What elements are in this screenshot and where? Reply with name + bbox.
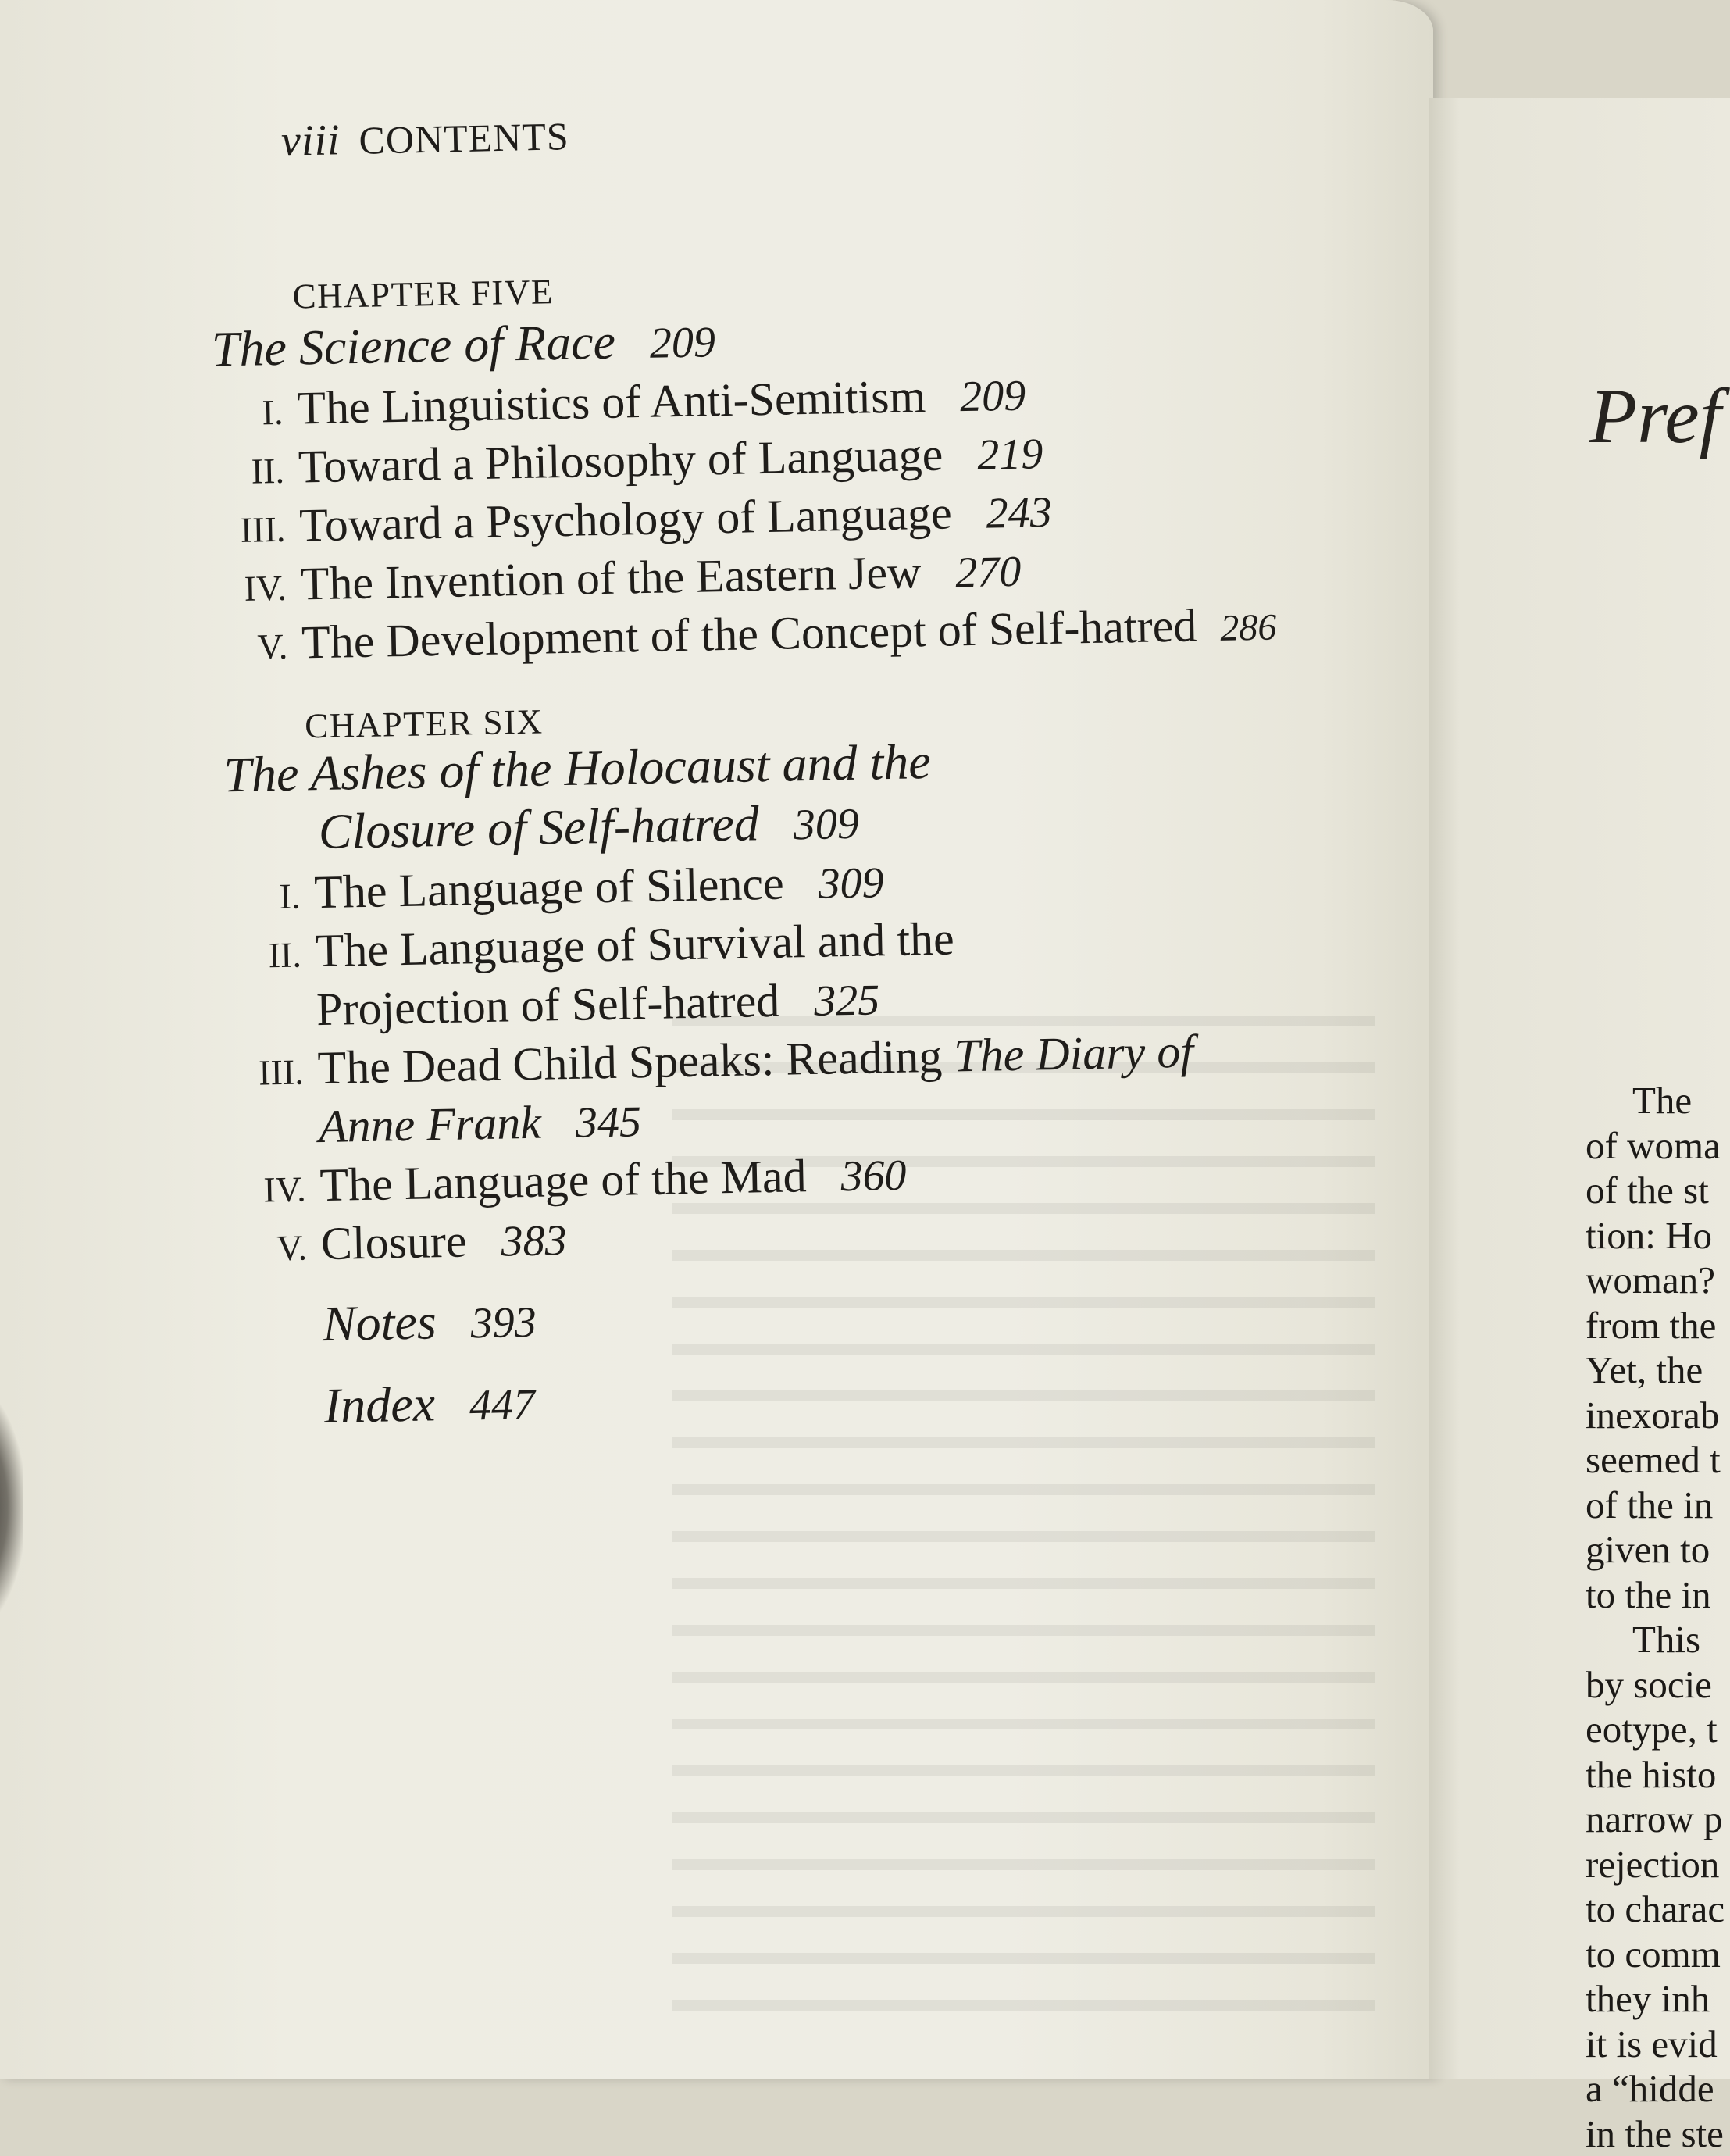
entry-numeral: III. — [241, 1051, 304, 1094]
right-page-line: they inh — [1586, 1976, 1725, 2022]
backmatter-title: Notes — [322, 1294, 437, 1351]
right-page-line: Yet, the — [1586, 1348, 1725, 1393]
entry-numeral: I. — [220, 391, 284, 434]
right-page-line: The — [1586, 1078, 1725, 1123]
backmatter-page-number: 447 — [469, 1380, 535, 1430]
entry-title-italic: The Diary of — [954, 1026, 1194, 1082]
entry-numeral: III. — [223, 509, 286, 551]
chapter-six-label: CHAPTER SIX — [305, 701, 544, 747]
chapter-page-number: 309 — [793, 800, 859, 850]
toc-entry — [223, 544, 1022, 613]
entry-title: Closure — [320, 1215, 467, 1270]
right-page — [1429, 98, 1730, 2079]
entry-title: The Development of the Concept of Self-hatred — [301, 599, 1197, 668]
toc-entry — [223, 484, 1053, 554]
chapter-title-text: The Science of Race — [211, 314, 615, 377]
toc-entry-continuation — [318, 1094, 641, 1154]
right-page-line: to comm — [1586, 1932, 1725, 1977]
entry-page-number: 309 — [818, 858, 884, 908]
entry-title: Toward a Psychology of Language — [299, 487, 953, 551]
entry-page-number: 360 — [840, 1151, 907, 1201]
entry-numeral: IV. — [243, 1168, 306, 1211]
toc-notes — [322, 1291, 537, 1353]
right-page-line: of the st — [1586, 1168, 1725, 1213]
right-page-line: by socie — [1586, 1662, 1725, 1708]
running-head-page-number: viii — [280, 116, 341, 166]
right-page-line: inexorab — [1586, 1393, 1725, 1438]
entry-page-number: 243 — [986, 488, 1052, 538]
entry-numeral: II. — [221, 450, 284, 493]
right-page-line: a “hidde — [1586, 2066, 1725, 2111]
entry-title: The Language of the Mad — [319, 1150, 807, 1211]
toc-entry — [238, 912, 954, 980]
toc-entry — [237, 855, 885, 921]
running-head-label: CONTENTS — [358, 114, 569, 162]
toc-entry — [244, 1212, 567, 1273]
entry-page-number: 270 — [955, 548, 1022, 598]
entry-numeral: V. — [225, 626, 288, 669]
entry-title: The Invention of the Eastern Jew — [300, 546, 922, 609]
right-page-line: to charac — [1586, 1886, 1725, 1932]
entry-page-number: 219 — [977, 430, 1043, 480]
toc-index — [323, 1373, 535, 1435]
entry-title-line1: The Language of Survival and the — [315, 912, 954, 976]
toc-entry — [220, 368, 1026, 437]
right-page-line: rejection — [1586, 1842, 1725, 1887]
right-page-line: in the ste — [1586, 2111, 1725, 2156]
chapter-title-text: Closure of Self-hatred — [318, 795, 759, 859]
chapter-five-title — [211, 311, 715, 378]
chapter-six-title-line2 — [318, 793, 859, 861]
entry-title-line2: Projection of Self-hatred — [316, 975, 780, 1035]
right-page-line: from the — [1586, 1303, 1725, 1348]
chapter-six-title-line1: The Ashes of the Holocaust and the — [223, 733, 932, 804]
entry-page-number: 345 — [575, 1098, 641, 1148]
entry-page-number: 209 — [960, 372, 1026, 422]
right-page-line: tion: Ho — [1586, 1213, 1725, 1258]
entry-numeral: IV. — [223, 567, 287, 610]
entry-page-number: 325 — [814, 976, 880, 1026]
entry-title: The Language of Silence — [314, 858, 785, 919]
toc-entry — [221, 426, 1043, 495]
entry-page-number: 286 — [1220, 606, 1277, 648]
backmatter-title: Index — [323, 1376, 435, 1433]
entry-numeral: I. — [237, 876, 301, 919]
entry-numeral: II. — [238, 934, 301, 977]
toc-entry — [243, 1148, 907, 1214]
right-page-line: woman? — [1586, 1258, 1725, 1303]
right-page-line: of woma — [1586, 1123, 1725, 1169]
right-page-text — [1586, 1078, 1725, 2156]
right-page-line: This — [1586, 1617, 1725, 1662]
toc-entry-continuation — [316, 972, 879, 1037]
right-page-line: to the in — [1586, 1572, 1725, 1618]
right-page-line: given to — [1586, 1527, 1725, 1572]
entry-page-number: 383 — [501, 1216, 567, 1266]
chapter-page-number: 209 — [649, 318, 715, 368]
backmatter-page-number: 393 — [470, 1298, 537, 1348]
entry-title-line1: The Dead Child Speaks: Reading — [317, 1030, 943, 1094]
right-page-line: narrow p — [1586, 1797, 1725, 1842]
right-page-title: Pref — [1589, 371, 1721, 461]
right-page-line: it is evid — [1586, 2022, 1725, 2067]
entry-title-line2: Anne Frank — [318, 1097, 541, 1152]
entry-title: Toward a Philosophy of Language — [298, 429, 943, 493]
right-page-line: eotype, t — [1586, 1707, 1725, 1752]
right-page-line: the histo — [1586, 1752, 1725, 1797]
entry-title: The Linguistics of Anti-Semitism — [297, 370, 926, 434]
right-page-line: seemed t — [1586, 1437, 1725, 1483]
right-page-line: of the in — [1586, 1483, 1725, 1528]
finger-shadow — [0, 1390, 23, 1625]
entry-numeral: V. — [244, 1226, 308, 1269]
chapter-five-label: CHAPTER FIVE — [292, 271, 554, 316]
